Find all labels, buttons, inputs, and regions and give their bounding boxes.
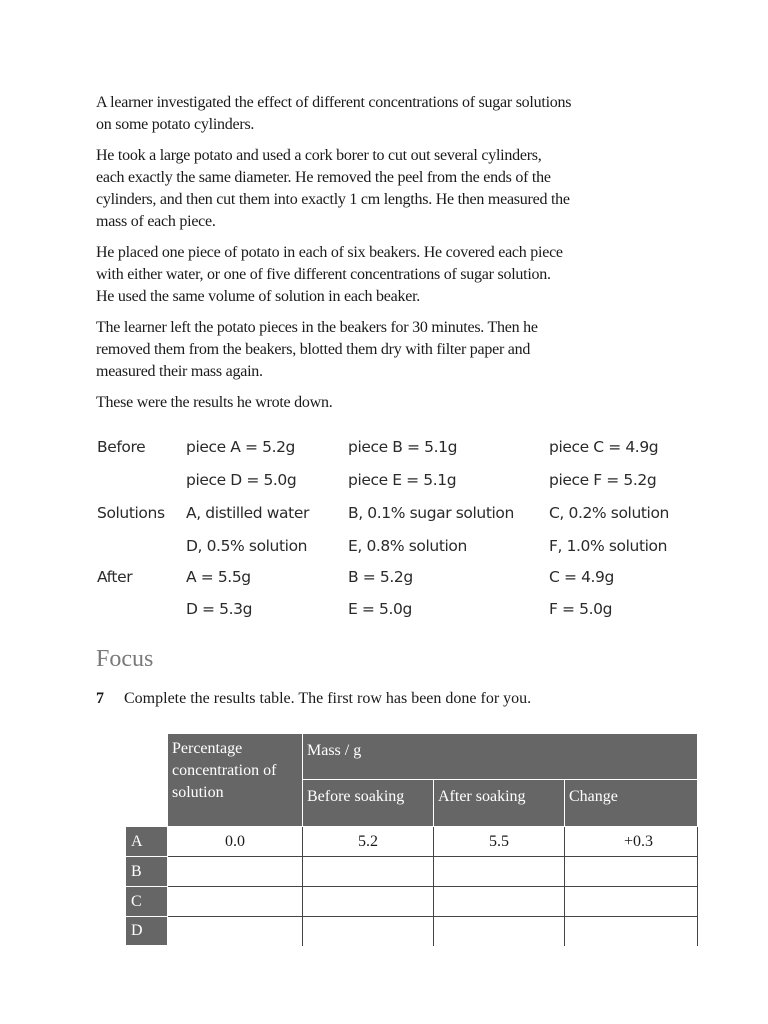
row-label: A — [126, 827, 168, 857]
paragraph-3 — [96, 242, 686, 308]
text-line: removed them from the beakers, blotted them dry with filter paper and — [96, 341, 531, 358]
cell-change[interactable] — [565, 857, 698, 887]
solutions-label: Solutions — [97, 504, 165, 522]
text-line: He used the same volume of solution in each beaker. — [96, 288, 421, 305]
row-label: B — [126, 857, 168, 887]
cell-change[interactable]: +0.3 — [565, 827, 698, 857]
cell-after[interactable] — [434, 917, 565, 946]
cell-after[interactable] — [434, 887, 565, 917]
solution-value: E, 0.8% solution — [348, 537, 467, 555]
before-value: piece D = 5.0g — [186, 471, 297, 489]
cell-before[interactable] — [303, 887, 434, 917]
paragraph-5 — [96, 392, 686, 414]
handwritten-results — [97, 438, 697, 628]
text-line: with either water, or one of five different concentrations of sugar solution. — [96, 266, 551, 283]
before-value: piece C = 4.9g — [549, 438, 659, 456]
text-line: cylinders, and then cut them into exactly 1 cm lengths. He then measured the — [96, 191, 570, 208]
header-line: concentration of — [172, 762, 277, 779]
after-value: D = 5.3g — [186, 600, 253, 618]
table-row — [126, 827, 698, 857]
after-value: E = 5.0g — [348, 600, 412, 618]
cell-after[interactable]: 5.5 — [434, 827, 565, 857]
question-number: 7 — [96, 690, 104, 707]
before-value: piece B = 5.1g — [348, 438, 458, 456]
header-line: solution — [172, 784, 224, 801]
text-line: A learner investigated the effect of different concentrations of sugar solutions — [96, 94, 572, 111]
solution-value: F, 1.0% solution — [549, 537, 668, 555]
text-line: He took a large potato and used a cork borer to cut out several cylinders, — [96, 147, 542, 164]
solution-value: D, 0.5% solution — [186, 537, 308, 555]
header-line: Percentage — [172, 740, 243, 757]
table-row — [126, 857, 698, 887]
solution-value: B, 0.1% sugar solution — [348, 504, 514, 522]
cell-concentration[interactable] — [168, 917, 303, 946]
cell-before[interactable] — [303, 917, 434, 946]
cell-change[interactable] — [565, 917, 698, 946]
cell-concentration[interactable] — [168, 857, 303, 887]
cell-before[interactable] — [303, 857, 434, 887]
cell-concentration[interactable] — [168, 887, 303, 917]
after-value: B = 5.2g — [348, 568, 413, 586]
results-table — [125, 733, 698, 946]
paragraph-2 — [96, 145, 686, 233]
after-label: After — [97, 568, 133, 586]
header-after: After soaking — [434, 780, 565, 827]
row-label: C — [126, 887, 168, 917]
text-line: each exactly the same diameter. He removed the peel from the ends of the — [96, 169, 551, 186]
after-value: F = 5.0g — [549, 600, 613, 618]
paragraph-1 — [96, 92, 686, 136]
text-line: measured their mass again. — [96, 363, 263, 380]
question-7 — [96, 690, 531, 708]
header-concentration — [168, 734, 303, 827]
text-line: on some potato cylinders. — [96, 116, 255, 133]
header-change: Change — [565, 780, 698, 827]
before-value: piece E = 5.1g — [348, 471, 457, 489]
text-line: The learner left the potato pieces in the beakers for 30 minutes. Then he — [96, 319, 538, 336]
row-label: D — [126, 917, 168, 946]
after-value: C = 4.9g — [549, 568, 614, 586]
solution-value: C, 0.2% solution — [549, 504, 669, 522]
header-before: Before soaking — [303, 780, 434, 827]
header-mass: Mass / g — [303, 734, 698, 780]
text-line: These were the results he wrote down. — [96, 394, 333, 411]
cell-before[interactable]: 5.2 — [303, 827, 434, 857]
paragraph-4 — [96, 317, 686, 383]
table-row — [126, 887, 698, 917]
table-corner — [126, 734, 168, 827]
text-line: mass of each piece. — [96, 213, 216, 230]
before-label: Before — [97, 438, 146, 456]
focus-heading: Focus — [96, 646, 154, 672]
solution-value: A, distilled water — [186, 504, 309, 522]
before-value: piece A = 5.2g — [186, 438, 296, 456]
after-value: A = 5.5g — [186, 568, 251, 586]
question-text: Complete the results table. The first row has been done for you. — [124, 690, 532, 707]
text-line: He placed one piece of potato in each of six beakers. He covered each piece — [96, 244, 563, 261]
cell-concentration[interactable]: 0.0 — [168, 827, 303, 857]
table-row — [126, 917, 698, 946]
cell-change[interactable] — [565, 887, 698, 917]
cell-after[interactable] — [434, 857, 565, 887]
before-value: piece F = 5.2g — [549, 471, 657, 489]
intro-text — [96, 92, 686, 423]
